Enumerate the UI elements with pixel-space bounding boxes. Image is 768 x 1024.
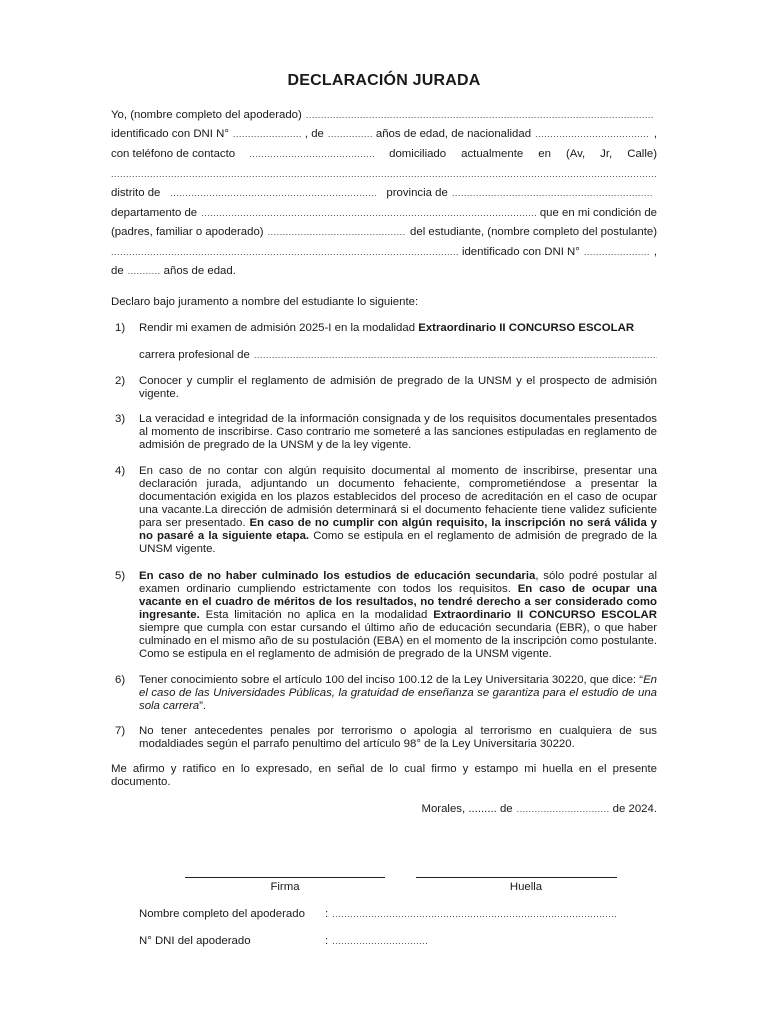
blank-nombre-apoderado[interactable]	[332, 906, 618, 922]
label-dni-apoderado: N° DNI del apoderado	[139, 935, 251, 947]
date-line	[111, 801, 657, 817]
label-domicilio: domiciliado actualmente en (Av, Jr, Calle)	[389, 148, 657, 160]
field-nombre-row	[139, 906, 659, 922]
label-apoderado-name: Yo, (nombre completo del apoderado)	[111, 109, 302, 121]
item-1	[111, 322, 657, 335]
label-dni-postulante: identificado con DNI N°	[461, 246, 580, 258]
item-7-number: 7)	[115, 725, 126, 737]
label-nacionalidad: años de edad, de nacionalidad	[375, 128, 532, 140]
field-dni-row	[139, 933, 659, 949]
item-4-body: En caso de no contar con algún requisito documental al momento de inscribirse, presentar una declaración jurada, adjuntando un documento fehaciente, comprometiéndose a presentar la documentación exigida en los plazos establecidos del proceso de acreditación en el caso de ocupar una vacante.La dirección de admisión determinará si el documento fehaciente tiene validez suficiente para ser presentado. En caso de no cumplir con algún requisito, la inscripción no será válida y no pasaré a la siguiente etapa. Como se estipula en el reglamento de admisión de pregrado de la UNSM vigente.	[139, 465, 657, 555]
item-2	[111, 375, 657, 401]
blank-domicilio[interactable]	[111, 166, 657, 182]
item-3-number: 3)	[115, 413, 126, 425]
item-7-body: No tener antecedentes penales por terrorismo o apologia al terrorismo en cualquiera de sus modaldiades según el parrafo penultimo del artículo 98° de la Ley Universitaria 30220.	[139, 725, 657, 750]
colon-2: :	[325, 935, 329, 947]
blank-relacion[interactable]	[268, 224, 406, 240]
item-3-body: La veracidad e integridad de la información consignada y de los requisitos documentales presentados al momento de inscribirse. Caso contrario me someteré a las sanciones estipuladas en reglamento de admisión de pregrado de la UNSM y de la ley vigente.	[139, 413, 657, 451]
item-1-number: 1)	[115, 322, 126, 334]
blank-dni-postulante[interactable]	[584, 244, 650, 260]
item-6-number: 6)	[115, 674, 126, 686]
label-de-2: de	[111, 265, 124, 277]
label-relacion: (padres, familiar o apoderado)	[111, 226, 264, 238]
header-line-7	[111, 224, 657, 240]
header-line-6	[111, 205, 657, 221]
career-line	[139, 347, 657, 363]
blank-departamento[interactable]	[201, 205, 536, 221]
header-line-2	[111, 126, 657, 142]
label-postulante: del estudiante, (nombre completo del postulante)	[410, 226, 657, 238]
blank-telefono[interactable]	[249, 146, 375, 162]
item-6-body: Tener conocimiento sobre el artículo 100 del inciso 100.12 de la Ley Universitaria 30220, que dice: “En el caso de las Universidades Públicas, la gratuidad de enseñanza se garantiza para el estudio de una sola carrera”.	[139, 674, 657, 712]
label-condicion: que en mi condición de	[539, 207, 657, 219]
blank-dni-apoderado[interactable]	[332, 933, 428, 949]
blank-month[interactable]	[517, 801, 609, 817]
label-distrito: distrito de	[111, 187, 161, 199]
item-2-number: 2)	[115, 375, 126, 387]
header-line-5	[111, 185, 657, 201]
intro-text: Declaro bajo juramento a nombre del estudiante lo siguiente:	[111, 296, 419, 308]
blank-age[interactable]	[328, 126, 372, 142]
label-departamento: departamento de	[111, 207, 198, 219]
label-telefono: con teléfono de contacto	[111, 148, 236, 160]
item-7	[111, 725, 657, 751]
item-4-number: 4)	[115, 465, 126, 477]
label-carrera: carrera profesional de	[139, 349, 250, 361]
blank-distrito[interactable]	[170, 185, 376, 201]
label-de: , de	[304, 128, 324, 140]
blank-carrera[interactable]	[254, 347, 657, 363]
label-morales: Morales, ......... de	[421, 803, 513, 815]
header-line-4	[111, 166, 657, 182]
blank-apoderado-name[interactable]	[306, 107, 653, 123]
label-anos: años de edad.	[163, 265, 236, 277]
blank-postulante-name[interactable]	[111, 244, 458, 260]
item-4	[111, 465, 657, 556]
huella-signature-line[interactable]	[416, 877, 617, 878]
item-6	[111, 674, 657, 713]
label-dni: identificado con DNI N°	[111, 128, 229, 140]
comma-2: ,	[653, 246, 657, 258]
blank-age-postulante[interactable]	[128, 263, 160, 279]
header-line-8	[111, 244, 657, 260]
header-line-1	[111, 107, 657, 123]
huella-label: Huella	[509, 881, 543, 893]
closing-text: Me afirmo y ratifico en lo expresado, en señal de lo cual firmo y estampo mi huella en el presente documento.	[111, 763, 657, 788]
header-line-3	[111, 146, 657, 162]
item-2-body: Conocer y cumplir el reglamento de admisión de pregrado de la UNSM y el prospecto de admisión vigente.	[139, 375, 657, 400]
label-year: de 2024.	[612, 803, 657, 815]
item-5	[111, 570, 657, 661]
item-1-body: Rendir mi examen de admisión 2025-I en la modalidad Extraordinario II CONCURSO ESCOLAR	[139, 322, 635, 334]
comma: ,	[653, 128, 657, 140]
document-title: DECLARACIÓN JURADA	[287, 72, 481, 89]
firma-signature-line[interactable]	[185, 877, 385, 878]
blank-nacionalidad[interactable]	[535, 126, 650, 142]
item-5-number: 5)	[115, 570, 126, 582]
header-line-9	[111, 263, 657, 279]
firma-label: Firma	[270, 881, 300, 893]
label-provincia: provincia de	[386, 187, 448, 199]
colon-1: :	[325, 908, 329, 920]
item-5-body: En caso de no haber culminado los estudios de educación secundaria, sólo podré postular al examen ordinario cumpliendo estrictamente con todos los requisitos. En caso de ocupar una vacante en el cuadro de méritos de los resultados, no tendré derecho a ser considerado como ingresante. Esta limitación no aplica en la modalidad Extraordinario II CONCURSO ESCOLAR siempre que cumpla con estar cursando el último año de educación secundaria (EBR), o que haber culminado en el mismo año de su postulación (EBA) en el momento de la inscripción como postulante. Como se estipula en el reglamento de admisión de pregrado de la UNSM vigente.	[139, 570, 657, 660]
blank-provincia[interactable]	[452, 185, 653, 201]
label-nombre-apoderado: Nombre completo del apoderado	[139, 908, 305, 920]
blank-dni[interactable]	[233, 126, 301, 142]
item-3	[111, 413, 657, 452]
